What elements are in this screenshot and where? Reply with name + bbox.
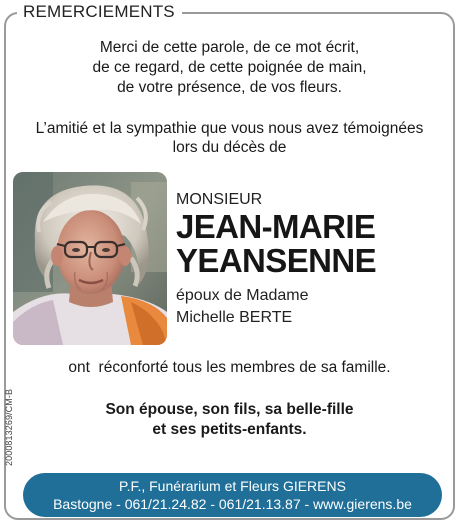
spouse-name: Michelle BERTE [176, 309, 293, 326]
thanks-text [0, 38, 459, 98]
family-line: Son épouse, son fils, sa belle-fille [105, 401, 354, 418]
portrait-photo [13, 172, 167, 345]
sympathy-line: L’amitié et la sympathie que vous nous avez témoignées [35, 120, 424, 137]
sympathy-line: lors du décès de [172, 139, 287, 156]
funeral-home-banner [23, 473, 442, 517]
deceased-block [176, 190, 376, 329]
comforted-text: ont réconforté tous les membres de sa famille. [68, 359, 391, 376]
thanks-line: de ce regard, de cette poignée de main, [92, 59, 367, 76]
funeral-home-name: P.F., Funérarium et Fleurs GIERENS [119, 478, 346, 494]
funeral-home-contact: Bastogne - 061/21.24.82 - 061/21.13.87 - www.gierens.be [53, 496, 412, 512]
thanks-line: de votre présence, de vos fleurs. [117, 79, 342, 96]
thanks-line: Merci de cette parole, de ce mot écrit, [99, 39, 360, 56]
notice-heading: REMERCIEMENTS [17, 1, 182, 23]
sympathy-text [0, 119, 459, 157]
deceased-title: MONSIEUR [176, 191, 263, 208]
family-signature [0, 400, 459, 440]
reference-code: 2000813269/CM-B [4, 388, 14, 466]
deceased-last-name: YEANSENNE [176, 242, 376, 279]
family-line: et ses petits-enfants. [152, 421, 307, 438]
deceased-first-name: JEAN-MARIE [176, 208, 376, 245]
spouse-line: époux de Madame [176, 287, 309, 304]
